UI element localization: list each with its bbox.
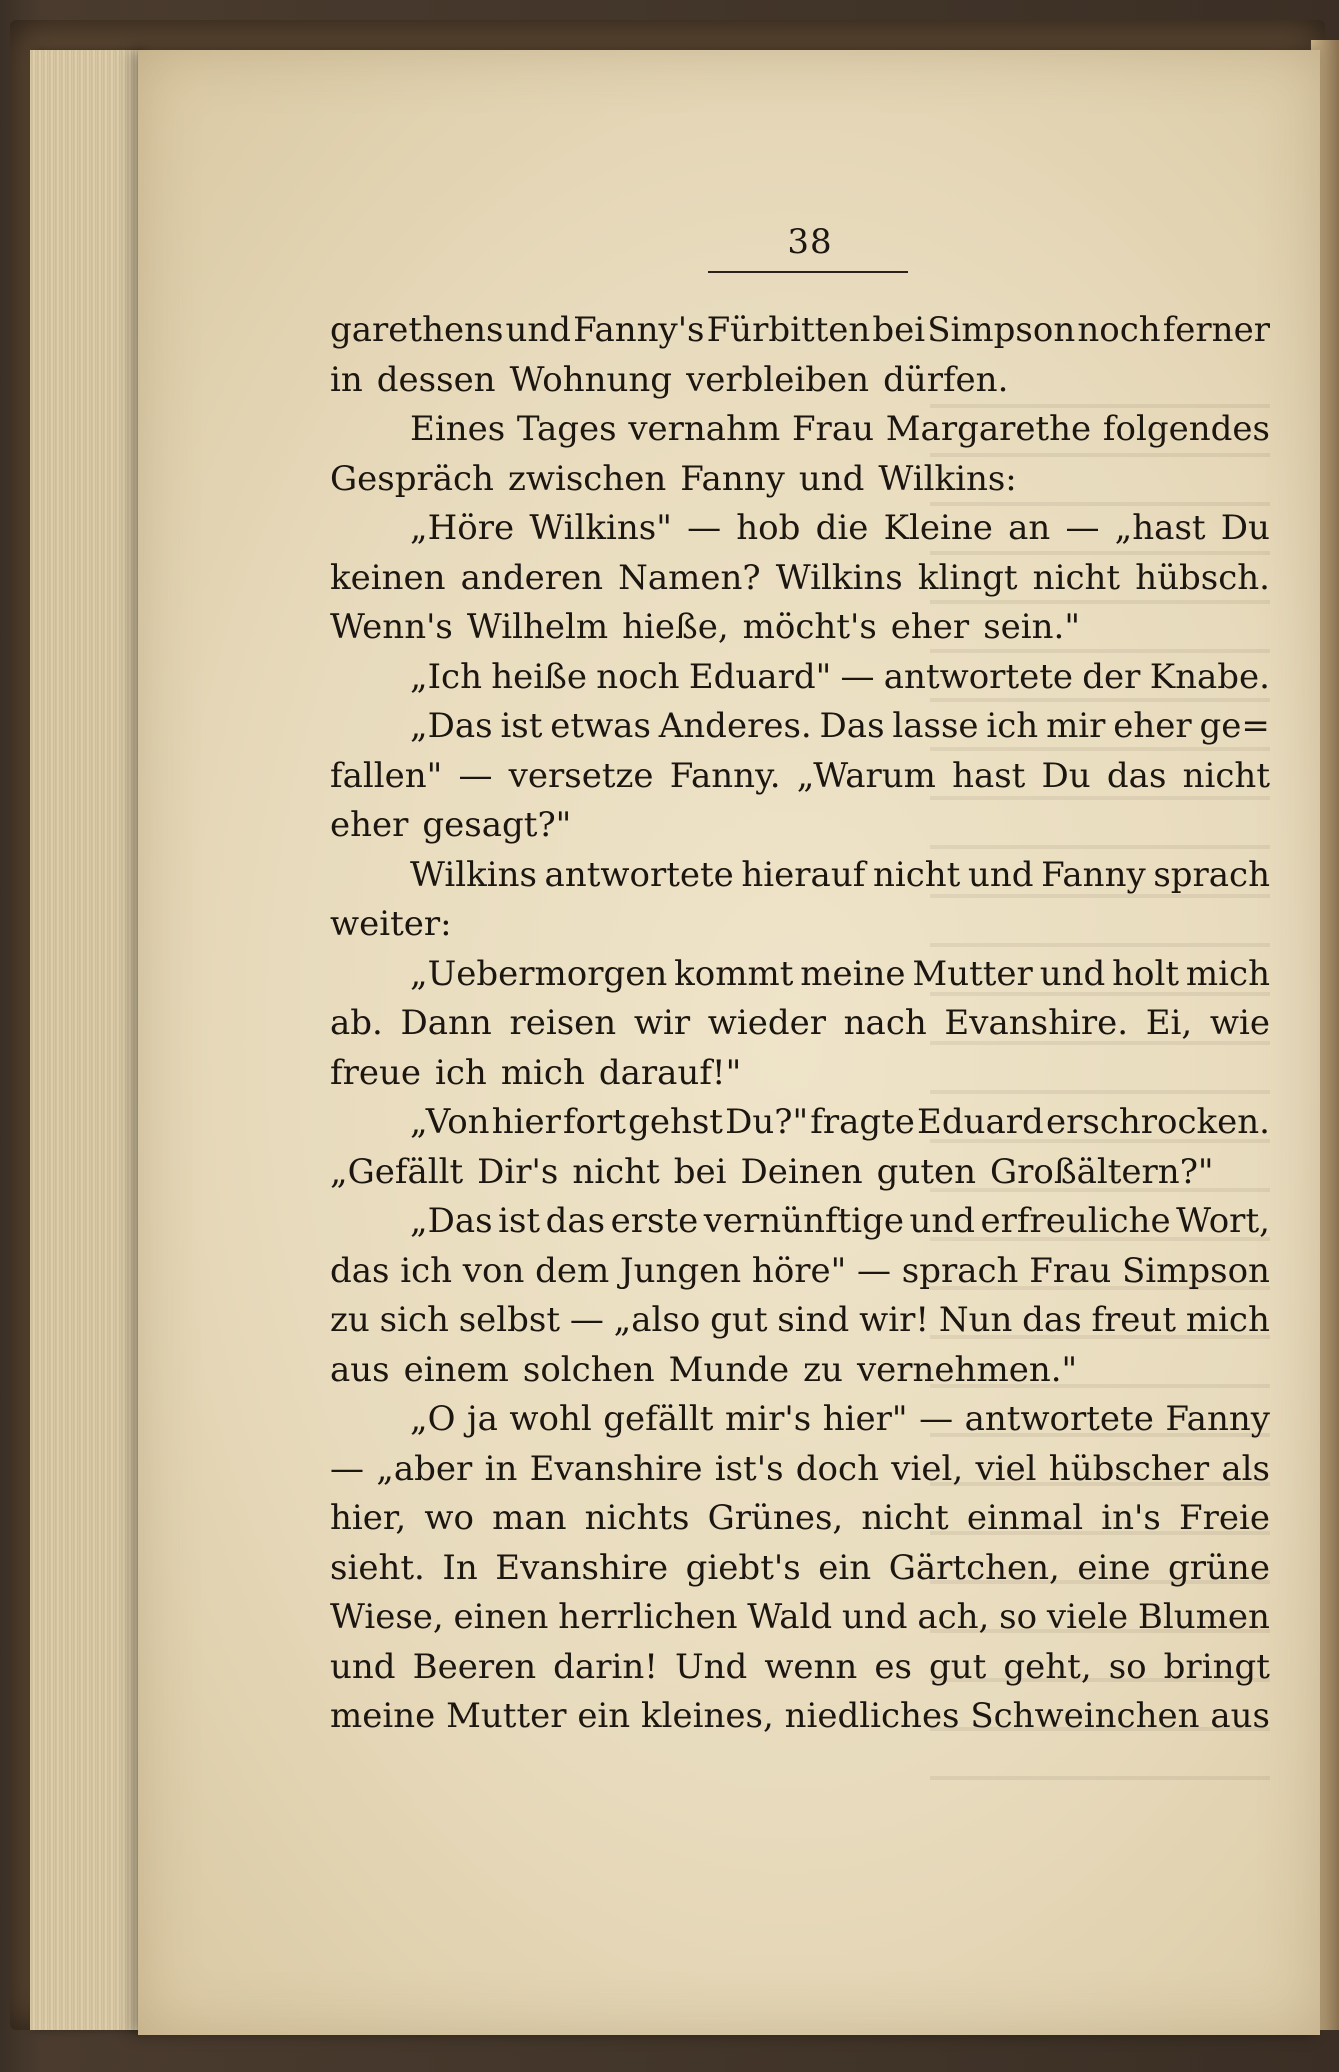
text-line: Wenn's Wilhelm hieße, möcht's eher sein." <box>330 607 1080 647</box>
text-line: Gespräch zwischen Fanny und Wilkins: <box>330 458 1017 499</box>
text-line: „Uebermorgen kommt meine Mutter und holt mich <box>410 953 1270 994</box>
body-text <box>330 306 1270 1742</box>
text-line: Eines Tages vernahm Frau Margarethe folgendes <box>410 409 1270 449</box>
text-line: sieht. In Evanshire giebt's ein Gärtchen, eine grüne <box>330 1547 1270 1588</box>
text-line: „Von hier fort gehst Du?" fragte Eduard erschrocken. <box>410 1102 1270 1142</box>
text-line: weiter: <box>330 904 452 944</box>
page-number: 38 <box>787 222 833 262</box>
text-line: keinen anderen Namen? Wilkins klingt nicht hübsch. <box>330 557 1270 598</box>
text-line: „Ich heiße noch Eduard" — antwortete der Knabe. <box>410 656 1270 697</box>
header-rule <box>708 271 908 273</box>
text-line: ab. Dann reisen wir wieder nach Evanshire. Ei, wie <box>330 1003 1270 1043</box>
text-line: freue ich mich darauf!" <box>330 1052 742 1093</box>
text-line: aus einem solchen Munde zu vernehmen." <box>330 1349 1078 1390</box>
text-line: „Das ist etwas Anderes. Das lasse ich mir eher ge= <box>410 706 1270 746</box>
text-line: Wiese, einen herrlichen Wald und ach, so viele Blumen <box>330 1597 1270 1637</box>
text-line: „Höre Wilkins" — hob die Kleine an — „hast Du <box>410 508 1270 548</box>
text-line: „Gefällt Dir's nicht bei Deinen guten Großältern?" <box>330 1151 1214 1192</box>
text-line: zu sich selbst — „also gut sind wir! Nun das freut mich <box>330 1300 1270 1340</box>
text-line: fallen" — versetze Fanny. „Warum hast Du das nicht <box>330 755 1270 796</box>
text-line: und Beeren darin! Und wenn es gut geht, so bringt <box>330 1646 1270 1687</box>
text-line: meine Mutter ein kleines, niedliches Schweinchen aus <box>330 1696 1270 1736</box>
text-line: „O ja wohl gefällt mir's hier" — antwortete Fanny <box>410 1399 1270 1439</box>
text-line: das ich von dem Jungen höre" — sprach Frau Simpson <box>330 1250 1270 1291</box>
text-line: „Das ist das erste vernünftige und erfreuliche Wort, <box>410 1201 1270 1241</box>
text-line: Wilkins antwortete hierauf nicht und Fanny sprach <box>410 854 1270 895</box>
text-line: in dessen Wohnung verbleiben dürfen. <box>330 359 1009 400</box>
text-line: — „aber in Evanshire ist's doch viel, viel hübscher als <box>330 1448 1270 1489</box>
left-page-stack <box>30 50 140 2030</box>
text-line: eher gesagt?" <box>330 805 572 845</box>
text-line: hier, wo man nichts Grünes, nicht einmal in's Freie <box>330 1498 1270 1538</box>
text-line: garethens und Fanny's Fürbitten bei Simpson noch ferner <box>330 310 1270 350</box>
